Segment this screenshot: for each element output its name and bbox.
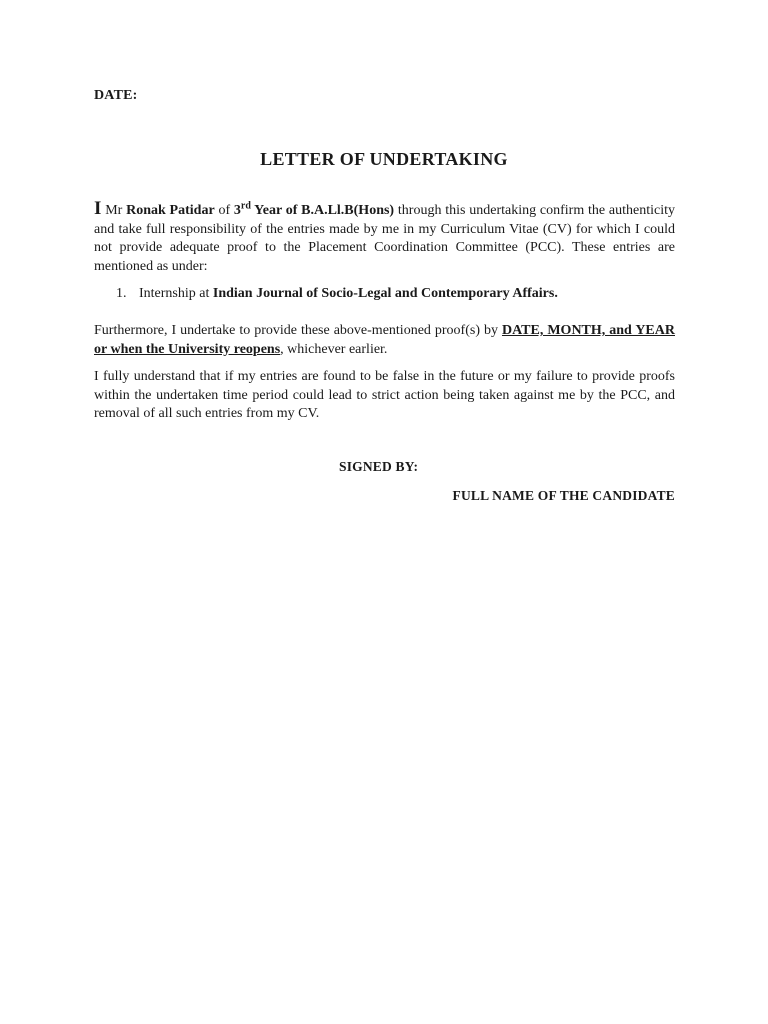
year-superscript: rd (240, 200, 251, 212)
entry-prefix: Internship at (139, 286, 213, 301)
letter-title: LETTER OF UNDERTAKING (260, 149, 508, 169)
paragraph-text: Furthermore, I undertake to provide these above-mentioned proof(s) by (94, 323, 502, 338)
list-number: 1. (116, 286, 127, 301)
acknowledgement-paragraph: I fully understand that if my entries are found to be false in the future or my failure to provide proofs within the undertaken time period could lead to strict action being taken against me by the PCC, and removal of all such entries from my CV. (94, 369, 675, 421)
paragraph-text: through this undertaking confirm the authenticity and take full responsibility of the entries made by me in my Curriculum Vitae (CV) for which I could not provide adequate proof to the Placement Coordination Committee (PCC). These entries are mentioned as under: (94, 203, 675, 274)
date-label: DATE: (94, 88, 138, 103)
paragraph-text: Mr (101, 203, 127, 218)
entry-detail: Indian Journal of Socio-Legal and Contemporary Affairs. (212, 286, 558, 301)
undertaking-paragraph (94, 200, 675, 276)
course-name: Year of B.A.Ll.B(Hons) (250, 203, 395, 218)
list-item (116, 285, 558, 304)
candidate-full-name-label: FULL NAME OF THE CANDIDATE (452, 488, 675, 503)
deadline-text: DATE, MONTH, and YEAR or when the University reopens (94, 323, 675, 357)
year-number: 3 (233, 203, 241, 218)
deadline-paragraph (94, 322, 675, 359)
paragraph-text: , whichever earlier. (280, 341, 388, 357)
candidate-name: Ronak Patidar (126, 203, 215, 218)
paragraph-initial: I (94, 198, 102, 219)
paragraph-text: of (214, 203, 234, 218)
signed-by-label: SIGNED BY: (339, 459, 419, 474)
